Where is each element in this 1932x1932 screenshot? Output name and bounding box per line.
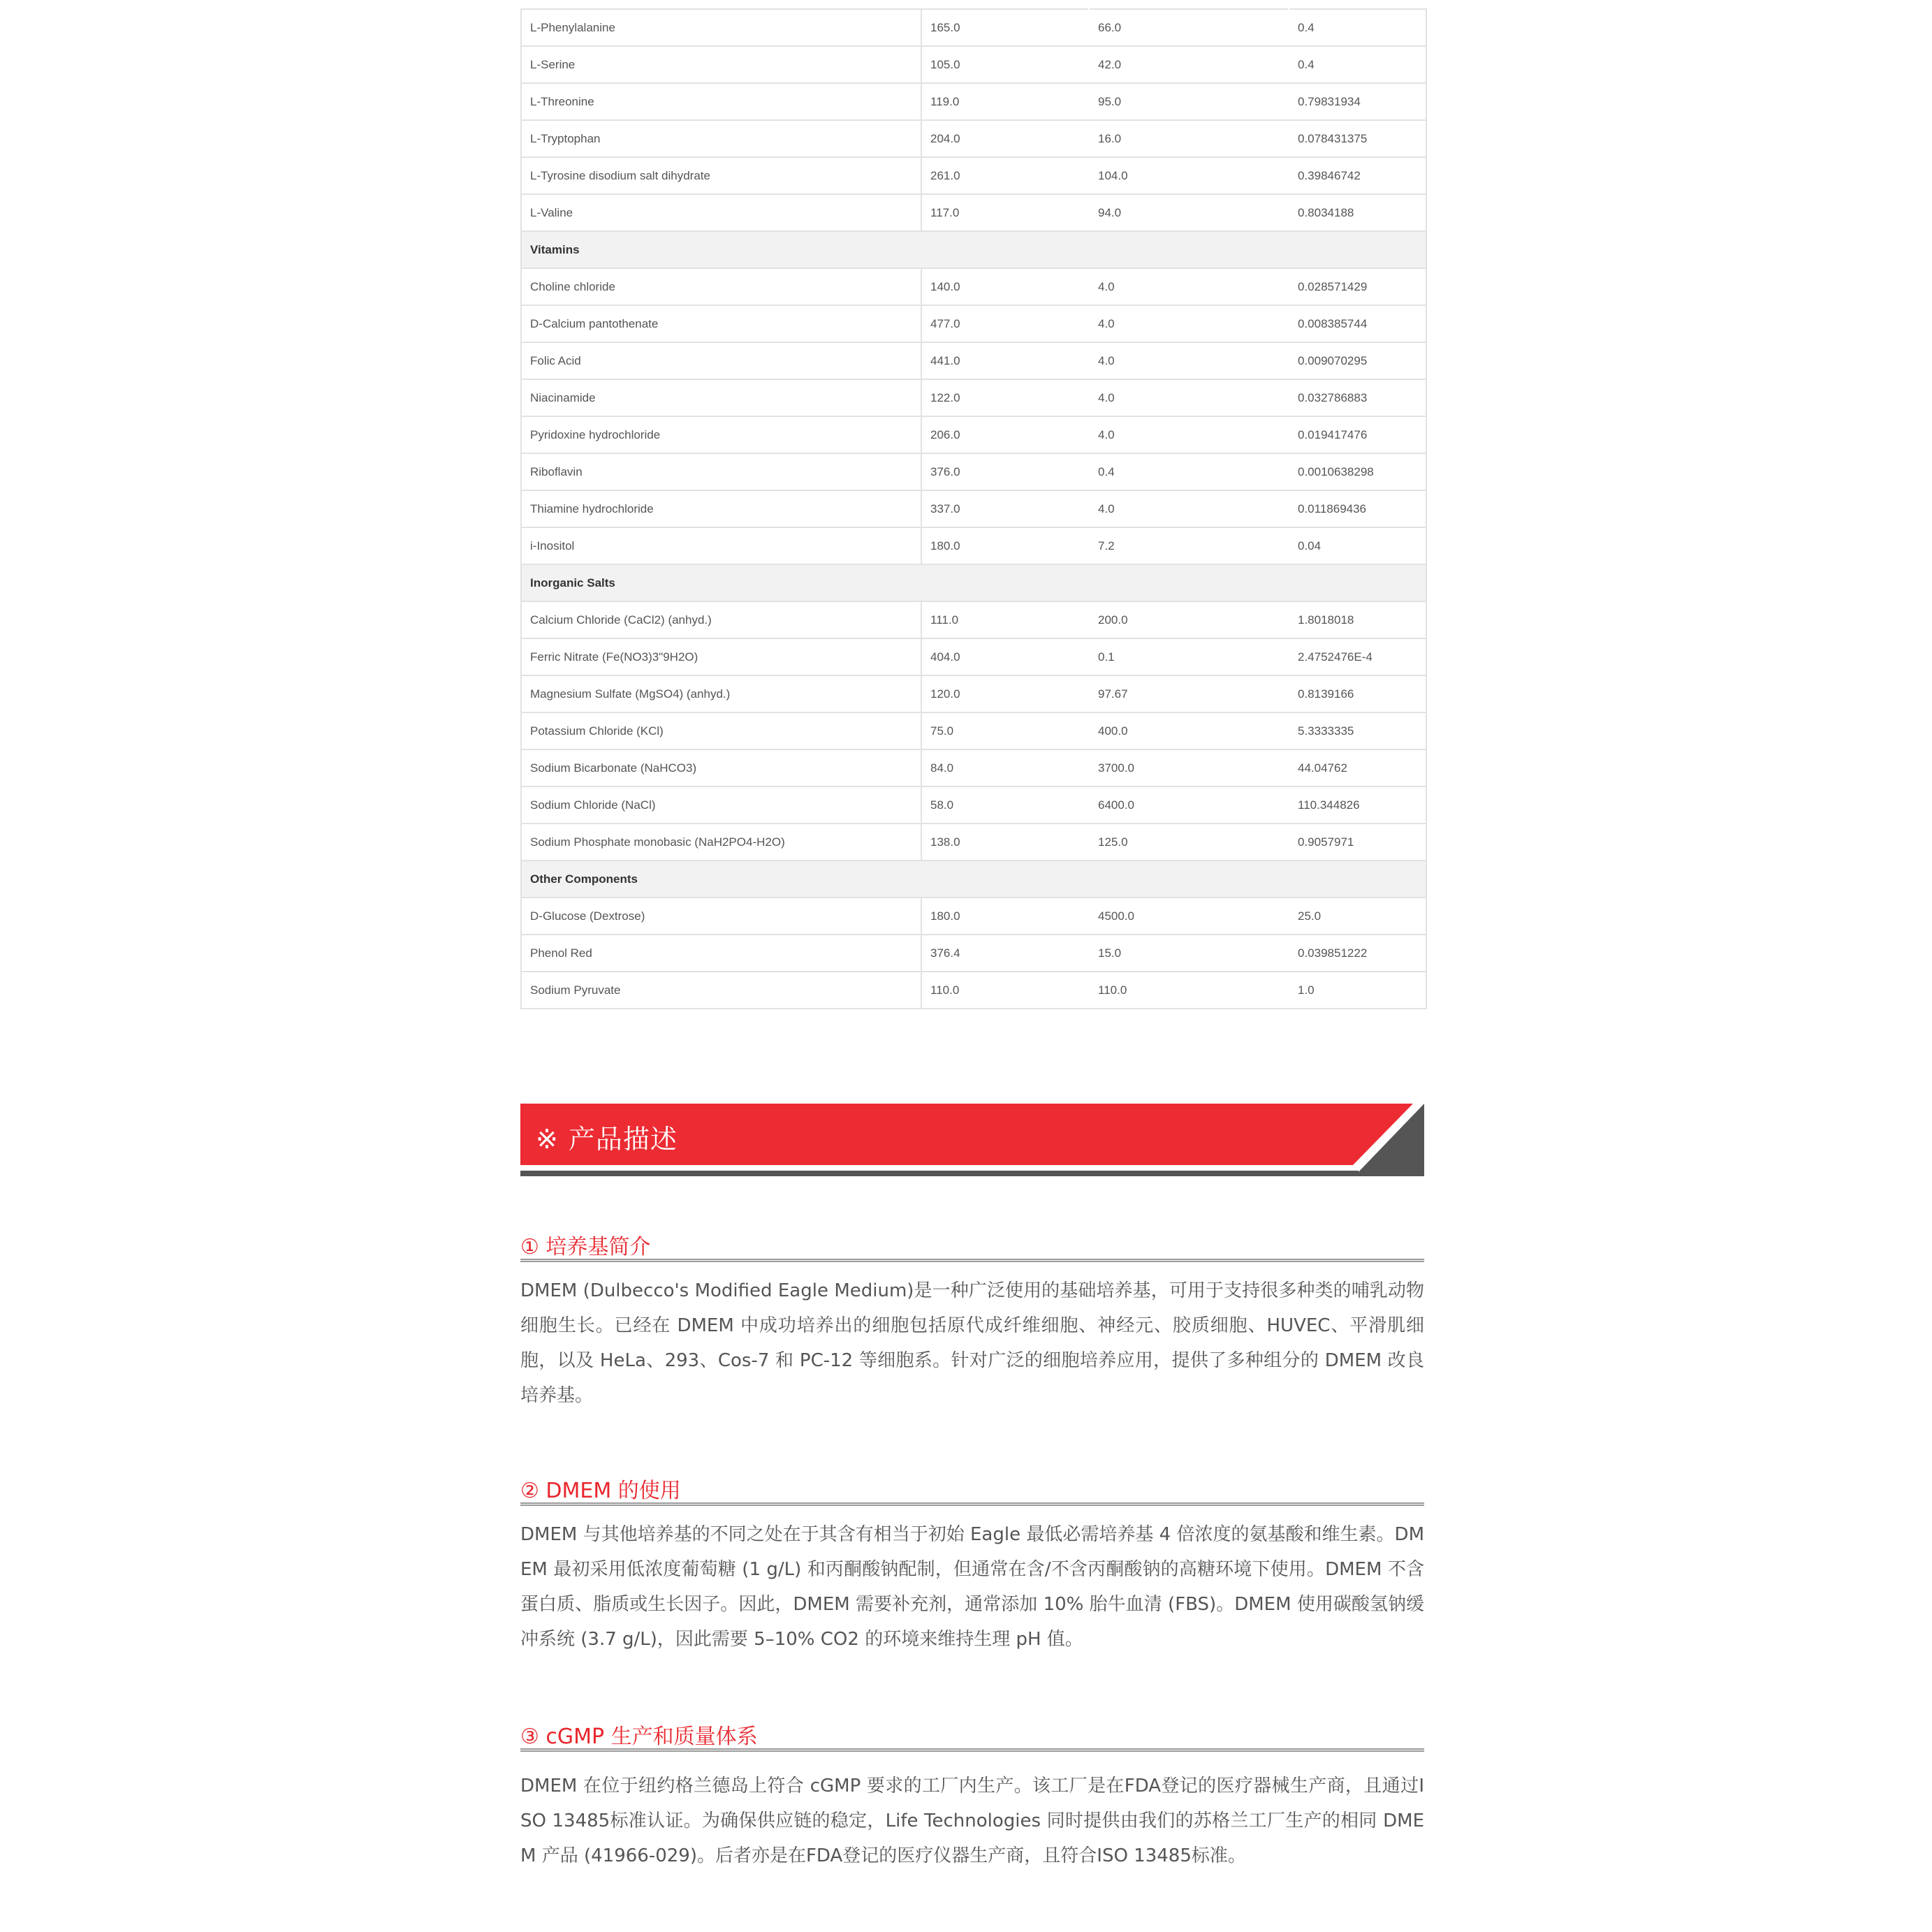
concentration-mm-cell: 25.0 <box>1289 898 1426 935</box>
components-table <box>520 8 1427 1009</box>
table-row <box>521 749 1426 786</box>
component-name-cell: Pyridoxine hydrochloride <box>521 416 921 453</box>
banner-underline <box>520 1171 1359 1176</box>
concentration-mg-l-cell: 6400.0 <box>1089 786 1289 824</box>
component-name-cell: L-Tyrosine disodium salt dihydrate <box>521 157 921 194</box>
component-name-cell: L-Threonine <box>521 83 921 120</box>
table-row <box>521 638 1426 675</box>
section-heading-intro: ① 培养基简介 <box>520 1224 1424 1262</box>
molecular-weight-cell: 119.0 <box>921 83 1089 120</box>
table-row <box>521 268 1426 305</box>
page-content <box>520 0 1424 1866</box>
concentration-mg-l-cell: 4.0 <box>1089 268 1289 305</box>
table-row <box>521 342 1426 379</box>
table-row <box>521 527 1426 564</box>
section-body-cgmp: DMEM 在位于纽约格兰德岛上符合 cGMP 要求的工厂内生产。该工厂是在FDA登记的医疗器械生产商，且通过ISO 13485标准认证。为确保供应链的稳定，Life Technologies 同时提供由我们的苏格兰工厂生产的相同 DMEM 产品 (41966-029)。后者亦是在FDA登记的医疗仪器生产商，且符合ISO 13485标准。 <box>520 1776 1424 1866</box>
concentration-mm-cell: 0.4 <box>1289 46 1426 83</box>
concentration-mg-l-cell: 97.67 <box>1089 675 1289 712</box>
table-row <box>521 675 1426 712</box>
component-name-cell: i-Inositol <box>521 527 921 564</box>
concentration-mg-l-cell: 110.0 <box>1089 972 1289 1009</box>
component-name-cell: Choline chloride <box>521 268 921 305</box>
concentration-mg-l-cell: 104.0 <box>1089 157 1289 194</box>
table-row <box>521 120 1426 157</box>
concentration-mg-l-cell: 200.0 <box>1089 601 1289 638</box>
concentration-mm-cell: 110.344826 <box>1289 786 1426 824</box>
molecular-weight-cell: 75.0 <box>921 712 1089 749</box>
molecular-weight-cell: 180.0 <box>921 898 1089 935</box>
molecular-weight-cell: 117.0 <box>921 194 1089 231</box>
table-section-header <box>521 861 1426 898</box>
molecular-weight-cell: 138.0 <box>921 824 1089 861</box>
component-name-cell: L-Phenylalanine <box>521 9 921 46</box>
component-name-cell: Sodium Phosphate monobasic (NaH2PO4-H2O) <box>521 824 921 861</box>
concentration-mm-cell: 0.9057971 <box>1289 824 1426 861</box>
component-name-cell: Sodium Bicarbonate (NaHCO3) <box>521 749 921 786</box>
concentration-mg-l-cell: 4500.0 <box>1089 898 1289 935</box>
concentration-mm-cell: 0.0010638298 <box>1289 453 1426 490</box>
concentration-mg-l-cell: 7.2 <box>1089 527 1289 564</box>
molecular-weight-cell: 84.0 <box>921 749 1089 786</box>
concentration-mg-l-cell: 0.1 <box>1089 638 1289 675</box>
section-header-label: Vitamins <box>521 231 1426 268</box>
component-name-cell: Niacinamide <box>521 379 921 416</box>
table-section-header <box>521 564 1426 601</box>
concentration-mm-cell: 0.008385744 <box>1289 305 1426 342</box>
table-row <box>521 9 1426 46</box>
concentration-mm-cell: 2.4752476E-4 <box>1289 638 1426 675</box>
molecular-weight-cell: 376.0 <box>921 453 1089 490</box>
molecular-weight-cell: 477.0 <box>921 305 1089 342</box>
table-row <box>521 601 1426 638</box>
table-row <box>521 46 1426 83</box>
concentration-mm-cell: 0.078431375 <box>1289 120 1426 157</box>
concentration-mg-l-cell: 3700.0 <box>1089 749 1289 786</box>
banner-title <box>536 1118 678 1156</box>
concentration-mm-cell: 5.3333335 <box>1289 712 1426 749</box>
concentration-mg-l-cell: 4.0 <box>1089 305 1289 342</box>
concentration-mm-cell: 0.032786883 <box>1289 379 1426 416</box>
molecular-weight-cell: 111.0 <box>921 601 1089 638</box>
molecular-weight-cell: 110.0 <box>921 972 1089 1009</box>
molecular-weight-cell: 204.0 <box>921 120 1089 157</box>
molecular-weight-cell: 337.0 <box>921 490 1089 527</box>
concentration-mg-l-cell: 66.0 <box>1089 9 1289 46</box>
component-name-cell: Thiamine hydrochloride <box>521 490 921 527</box>
concentration-mg-l-cell: 15.0 <box>1089 935 1289 972</box>
banner-title-text: 产品描述 <box>568 1124 678 1155</box>
concentration-mg-l-cell: 4.0 <box>1089 342 1289 379</box>
concentration-mg-l-cell: 95.0 <box>1089 83 1289 120</box>
table-row <box>521 824 1426 861</box>
concentration-mg-l-cell: 4.0 <box>1089 379 1289 416</box>
concentration-mm-cell: 0.019417476 <box>1289 416 1426 453</box>
concentration-mm-cell: 0.79831934 <box>1289 83 1426 120</box>
concentration-mm-cell: 44.04762 <box>1289 749 1426 786</box>
component-name-cell: L-Tryptophan <box>521 120 921 157</box>
component-name-cell: D-Calcium pantothenate <box>521 305 921 342</box>
table-row <box>521 972 1426 1009</box>
concentration-mm-cell: 1.8018018 <box>1289 601 1426 638</box>
section-header-label: Inorganic Salts <box>521 564 1426 601</box>
concentration-mg-l-cell: 125.0 <box>1089 824 1289 861</box>
component-name-cell: Phenol Red <box>521 935 921 972</box>
concentration-mm-cell: 0.009070295 <box>1289 342 1426 379</box>
table-row <box>521 898 1426 935</box>
concentration-mg-l-cell: 400.0 <box>1089 712 1289 749</box>
concentration-mg-l-cell: 4.0 <box>1089 416 1289 453</box>
table-row <box>521 490 1426 527</box>
concentration-mm-cell: 0.8139166 <box>1289 675 1426 712</box>
molecular-weight-cell: 140.0 <box>921 268 1089 305</box>
table-row <box>521 712 1426 749</box>
table-row <box>521 194 1426 231</box>
table-row <box>521 379 1426 416</box>
concentration-mm-cell: 0.011869436 <box>1289 490 1426 527</box>
component-name-cell: Riboflavin <box>521 453 921 490</box>
component-name-cell: Ferric Nitrate (Fe(NO3)3"9H2O) <box>521 638 921 675</box>
molecular-weight-cell: 206.0 <box>921 416 1089 453</box>
concentration-mm-cell: 0.4 <box>1289 9 1426 46</box>
table-row <box>521 935 1426 972</box>
component-name-cell: Potassium Chloride (KCl) <box>521 712 921 749</box>
component-name-cell: L-Valine <box>521 194 921 231</box>
concentration-mg-l-cell: 0.4 <box>1089 453 1289 490</box>
table-row <box>521 416 1426 453</box>
concentration-mm-cell: 0.028571429 <box>1289 268 1426 305</box>
product-description-banner <box>520 1104 1424 1176</box>
concentration-mm-cell: 0.04 <box>1289 527 1426 564</box>
molecular-weight-cell: 441.0 <box>921 342 1089 379</box>
component-name-cell: Calcium Chloride (CaCl2) (anhyd.) <box>521 601 921 638</box>
section-header-label: Other Components <box>521 861 1426 898</box>
table-section-header <box>521 231 1426 268</box>
section-heading-cgmp: ③ cGMP 生产和质量体系 <box>520 1713 1424 1752</box>
concentration-mg-l-cell: 94.0 <box>1089 194 1289 231</box>
section-body-intro: DMEM (Dulbecco's Modified Eagle Medium)是一种广泛使用的基础培养基，可用于支持很多种类的哺乳动物细胞生长。已经在 DMEM 中成功培养出的细胞包括原代成纤维细胞、神经元、胶质细胞、HUVEC、平滑肌细胞，以及 HeLa、293、Cos-7 和 PC-12 等细胞系。针对广泛的细胞培养应用，提供了多种组分的 DMEM 改良培养基。 <box>520 1280 1424 1406</box>
concentration-mg-l-cell: 42.0 <box>1089 46 1289 83</box>
table-row <box>521 786 1426 824</box>
molecular-weight-cell: 165.0 <box>921 9 1089 46</box>
molecular-weight-cell: 404.0 <box>921 638 1089 675</box>
component-name-cell: L-Serine <box>521 46 921 83</box>
component-name-cell: Folic Acid <box>521 342 921 379</box>
concentration-mg-l-cell: 16.0 <box>1089 120 1289 157</box>
component-name-cell: D-Glucose (Dextrose) <box>521 898 921 935</box>
molecular-weight-cell: 261.0 <box>921 157 1089 194</box>
section-heading-usage: ② DMEM 的使用 <box>520 1468 1424 1506</box>
molecular-weight-cell: 105.0 <box>921 46 1089 83</box>
component-name-cell: Sodium Pyruvate <box>521 972 921 1009</box>
molecular-weight-cell: 180.0 <box>921 527 1089 564</box>
molecular-weight-cell: 58.0 <box>921 786 1089 824</box>
concentration-mm-cell: 0.039851222 <box>1289 935 1426 972</box>
table-row <box>521 453 1426 490</box>
table-row <box>521 305 1426 342</box>
component-name-cell: Sodium Chloride (NaCl) <box>521 786 921 824</box>
concentration-mg-l-cell: 4.0 <box>1089 490 1289 527</box>
section-body-usage: DMEM 与其他培养基的不同之处在于其含有相当于初始 Eagle 最低必需培养基 4 倍浓度的氨基酸和维生素。DMEM 最初采用低浓度葡萄糖 (1 g/L) 和丙酮酸钠配制，但通常在含/不含丙酮酸钠的高糖环境下使用。DMEM 不含蛋白质、脂质或生长因子。因此，DMEM 需要补充剂，通常添加 10% 胎牛血清 (FBS)。DMEM 使用碳酸氢钠缓冲系统 (3.7 g/L)，因此需要 5–10% CO2 的环境来维持生理 pH 值。 <box>520 1524 1424 1650</box>
molecular-weight-cell: 120.0 <box>921 675 1089 712</box>
table-row <box>521 157 1426 194</box>
component-name-cell: Magnesium Sulfate (MgSO4) (anhyd.) <box>521 675 921 712</box>
molecular-weight-cell: 376.4 <box>921 935 1089 972</box>
molecular-weight-cell: 122.0 <box>921 379 1089 416</box>
concentration-mm-cell: 0.8034188 <box>1289 194 1426 231</box>
reference-mark-icon: ※ <box>536 1124 559 1155</box>
concentration-mm-cell: 0.39846742 <box>1289 157 1426 194</box>
concentration-mm-cell: 1.0 <box>1289 972 1426 1009</box>
components-table-body <box>521 9 1426 1009</box>
table-row <box>521 83 1426 120</box>
